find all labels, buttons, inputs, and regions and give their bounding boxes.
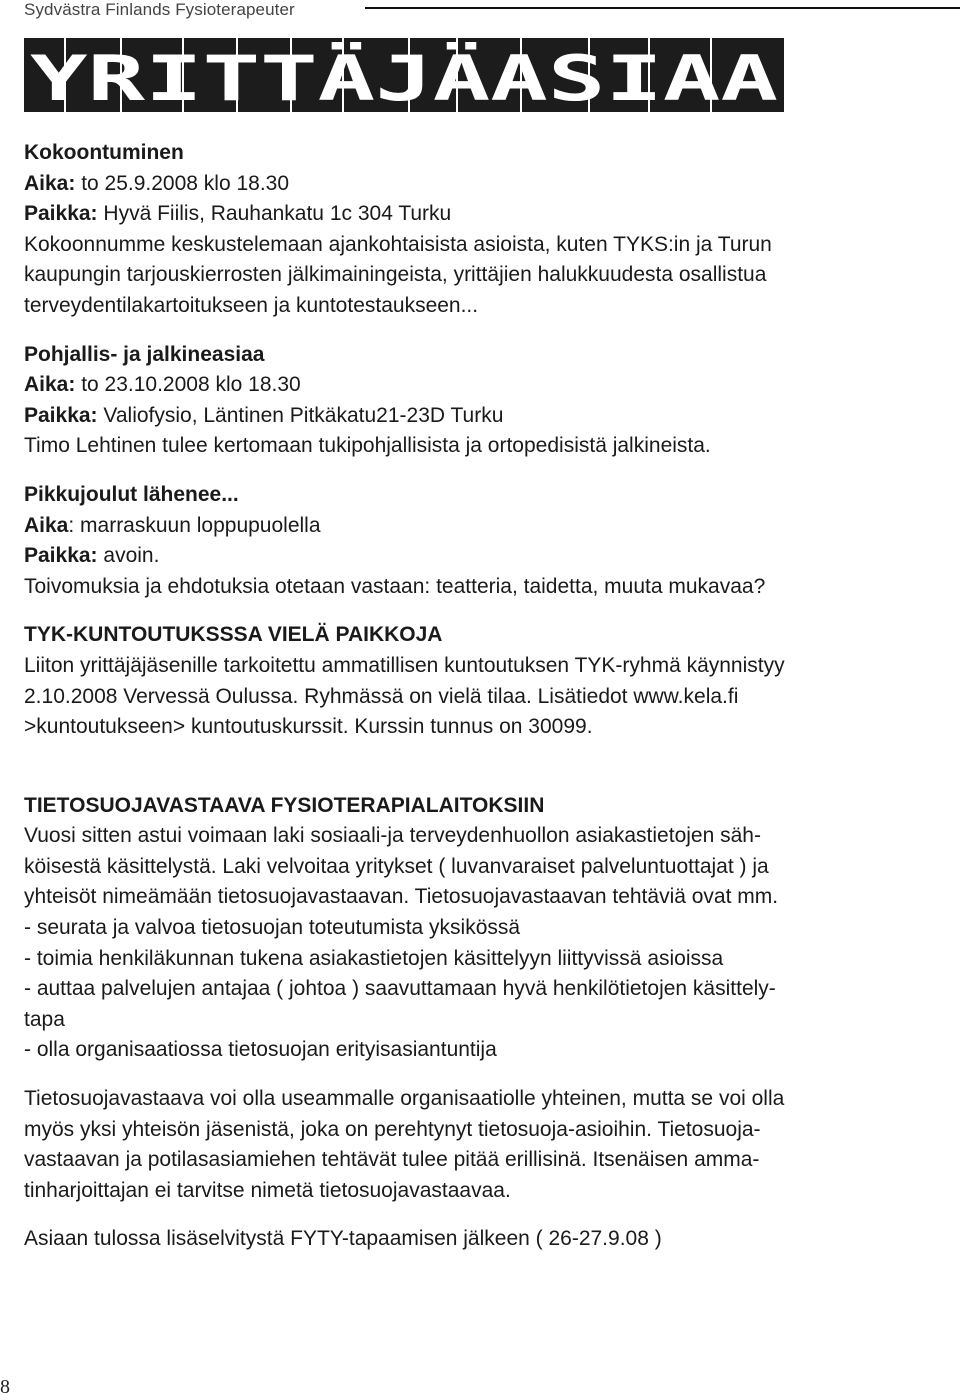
section-pohjallis — [24, 340, 960, 462]
place-row — [24, 541, 960, 572]
section-heading: Pikkujoulut lähenee... — [24, 482, 239, 506]
section-heading: TYK-KUNTOUTUKSSSA VIELÄ PAIKKOJA — [24, 623, 443, 647]
list-item: - olla organisaatiossa tietosuojan erityisasiantuntija — [24, 1038, 497, 1062]
body-line: Liiton yrittäjäjäsenille tarkoitettu ammatillisen kuntoutuksen TYK-ryhmä käynnistyy — [24, 653, 785, 677]
page-number: 8 — [0, 1376, 10, 1398]
header-rule — [365, 7, 960, 9]
time-value: to 25.9.2008 klo 18.30 — [75, 171, 290, 195]
time-value: : marraskuun loppupuolella — [68, 513, 321, 537]
place-label: Paikka: — [24, 544, 98, 568]
section-kokoontuminen — [24, 138, 960, 322]
list-item: - toimia henkiläkunnan tukena asiakastietojen käsittelyyn liittyvissä asioissa — [24, 946, 724, 970]
time-label: Aika: — [24, 373, 76, 397]
list-item-continuation: tapa — [24, 1007, 65, 1031]
banner-title — [24, 38, 784, 112]
time-row — [24, 169, 960, 200]
body-line: tinharjoittajan ei tarvitse nimetä tietosuojavastaavaa. — [24, 1178, 511, 1202]
body-line: >kuntoutukseen> kuntoutuskurssit. Kurssin tunnus on 30099. — [24, 715, 593, 739]
body-line: myös yksi yhteisön jäsenistä, joka on perehtynyt tietosuoja-asioihin. Tietosuoja- — [24, 1117, 761, 1141]
place-value: Valiofysio, Läntinen Pitkäkatu21-23D Turku — [97, 403, 504, 427]
place-row — [24, 199, 960, 230]
section-pikkujoulut — [24, 480, 960, 602]
body-line: Toivomuksia ja ehdotuksia otetaan vastaan: teatteria, taidetta, muuta mukavaa? — [24, 574, 766, 598]
body-line: yhteisöt nimeämään tietosuojavastaavan. Tietosuojavastaavan tehtäviä ovat mm. — [24, 885, 779, 909]
body-line: köisestä käsittelystä. Laki velvoitaa yritykset ( luvanvaraiset palveluntuottajat ) ja — [24, 854, 769, 878]
body-line: vastaavan ja potilasasiamiehen tehtävät tulee pitää erillisinä. Itsenäisen amma- — [24, 1148, 760, 1172]
time-label: Aika — [24, 513, 69, 537]
body-line: Tietosuojavastaava voi olla useammalle organisaatiolle yhteinen, mutta se voi olla — [24, 1087, 785, 1111]
section-tyk — [24, 620, 960, 742]
place-row — [24, 401, 960, 432]
organization-name: Sydvästra Finlands Fysioterapeuter — [24, 0, 295, 19]
body-line: terveydentilakartoitukseen ja kuntotestaukseen... — [24, 293, 479, 317]
body-line: 2.10.2008 Vervessä Oulussa. Ryhmässä on vielä tilaa. Lisätiedot www.kela.fi — [24, 684, 739, 708]
list-item: - seurata ja valvoa tietosuojan toteutumista yksikössä — [24, 916, 521, 940]
time-row — [24, 370, 960, 401]
section-tietosuoja — [24, 791, 960, 1255]
article-body — [24, 138, 960, 1255]
closing-note: Asiaan tulossa lisäselvitystä FYTY-tapaamisen jälkeen ( 26-27.9.08 ) — [24, 1227, 662, 1251]
body-line: Vuosi sitten astui voimaan laki sosiaali-ja terveydenhuollon asiakastietojen säh- — [24, 824, 761, 848]
place-label: Paikka: — [24, 403, 98, 427]
time-label: Aika: — [24, 171, 76, 195]
list-item: - auttaa palvelujen antajaa ( johtoa ) saavuttamaan hyvä henkilötietojen käsittely- — [24, 977, 776, 1001]
time-row — [24, 511, 960, 542]
body-line: Kokoonnumme keskustelemaan ajankohtaisista asioista, kuten TYKS:in ja Turun — [24, 232, 772, 256]
time-value: to 23.10.2008 klo 18.30 — [75, 373, 301, 397]
section-heading: TIETOSUOJAVASTAAVA FYSIOTERAPIALAITOKSIIN — [24, 793, 545, 817]
banner-title-text: YRITTÄJÄASIAA — [30, 42, 778, 112]
body-line: kaupungin tarjouskierrosten jälkimainingeista, yrittäjien halukkuudesta osallistua — [24, 263, 767, 287]
place-label: Paikka: — [24, 202, 98, 226]
place-value: Hyvä Fiilis, Rauhankatu 1c 304 Turku — [97, 202, 452, 226]
section-heading: Kokoontuminen — [24, 141, 184, 164]
body-line: Timo Lehtinen tulee kertomaan tukipohjallisista ja ortopedisistä jalkineista. — [24, 434, 711, 458]
section-heading: Pohjallis- ja jalkineasiaa — [24, 342, 265, 366]
place-value: avoin. — [97, 544, 160, 568]
